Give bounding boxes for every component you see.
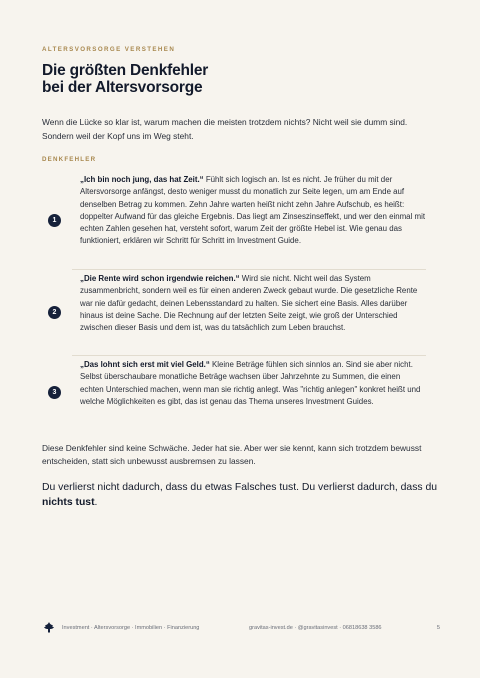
intro-paragraph: Wenn die Lücke so klar ist, warum machen die meisten trotzdem nichts? Nicht weil sie dumm sind. Sondern weil der Kopf uns im Weg steht. [42,117,408,141]
footer-tagline: Investment · Altersvorsorge · Immobilien · Finanzierung [62,625,200,631]
item-quote: „Das lohnt sich erst mit viel Geld.“ [80,360,210,369]
denkfehler-item-3 [42,359,421,431]
item-quote: „Ich bin noch jung, das hat Zeit.“ [80,175,204,184]
divider [72,355,426,356]
number-badge: 1 [48,214,61,227]
divider [72,269,426,270]
footer-contact: gravitas-invest.de · @gravitasinvest · 06818638 3586 [249,625,382,631]
denkfehler-item-2 [42,273,416,351]
title-line-1: Die größten Denkfehler [42,62,209,79]
number-badge: 2 [48,306,61,319]
eagle-logo-icon [42,621,56,636]
title-line-2: bei der Altersvorsorge [42,79,203,96]
number-badge: 3 [48,386,61,399]
closing-end: . [94,497,98,508]
closing-bold: nichts tust [42,497,95,508]
item-body: Fühlt sich logisch an. Ist es nicht. Je früher du mit der Altersvorsorge anfängst, desto weniger musst du monatlich zur Seite legen, um am Ende auf denselben Betrag zu kommen. Zehn Jahre warten heißt nicht zehn Jahre Aufschub, es heißt: doppelter Aufwand für das gleiche Ergebnis. Das liegt am Zinseszinseffekt, und wer den einmal mit echten Zahlen gesehen hat, versteht sofort, warum Zeit der größte Hebel ist. Wie genau das funktioniert, erklären wir Schritt für Schritt im Investment Guide. [80,175,426,246]
eyebrow-label: ALTERSVORSORGE VERSTEHEN [42,46,176,53]
item-text [80,359,426,408]
item-text [80,273,426,334]
denkfehler-item-1 [42,174,426,266]
closing-statement [42,480,440,510]
footer [42,620,440,636]
section-label: DENKFEHLER [42,156,97,163]
closing-text: Du verlierst nicht dadurch, dass du etwas Falsches tust. Du verlierst dadurch, dass du [42,482,438,493]
page-number: 5 [436,625,440,631]
page-title [42,62,208,96]
item-body: Kleine Beträge fühlen sich sinnlos an. Sind sie aber nicht. Selbst überschaubare monatliche Beträge wachsen über Jahrzehnte zu Summen, die einen echten Unterschied machen, wenn man sie richtig anlegt. Was "richtig anlegen" konkret heißt und welche Möglichkeiten es gibt, das ist genau das Thema unseres Investment Guides. [80,360,421,406]
item-body: Wird sie nicht. Nicht weil das System zusammenbricht, sondern weil es für einen anderen Zweck gebaut wurde. Die gesetzliche Rente war nie dafür gedacht, deinen Lebensstandard zu halten. Sie sichert eine Basis. Alles darüber hinaus ist deine Sache. Die Rechnung auf der letzten Seite zeigt, wie groß der Unterschied zwischen dieser Basis und dem ist, was du tatsächlich zum Leben brauchst. [80,274,418,333]
item-quote: „Die Rente wird schon irgendwie reichen.“ [80,274,240,283]
outro-paragraph: Diese Denkfehler sind keine Schwäche. Jeder hat sie. Aber wer sie kennt, kann sich trotzdem bewusst entscheiden, statt sich unbewusst ausbremsen zu lassen. [42,443,422,467]
item-text [80,174,426,248]
